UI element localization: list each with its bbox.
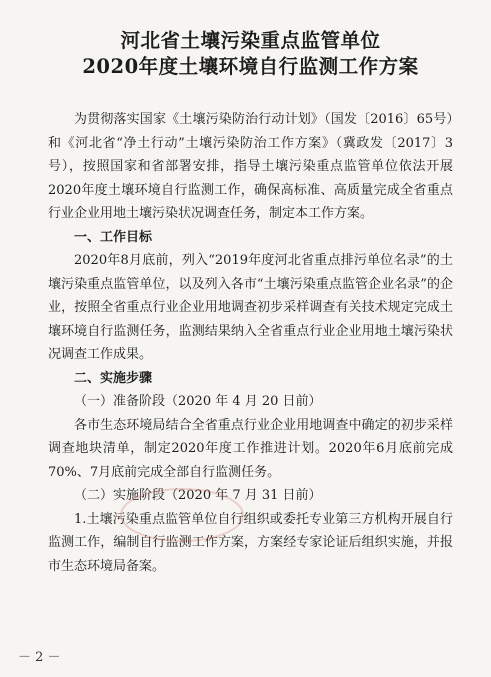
section-2-heading: 二、实施步骤 bbox=[74, 370, 153, 386]
stage-2-heading: （二）实施阶段（2020 年 7 月 31 日前） bbox=[74, 488, 322, 503]
document-title bbox=[48, 28, 453, 80]
stage-1-body: 各市生态环境局结合全省重点行业企业用地调查中确定的初步采样调查地块清单，制定2020年度工作推进计划。2020年6月底前完成70%、7月底前完成全部自行监测任务。 bbox=[48, 417, 453, 480]
section-1-body: 2020年8月底前，列入“2019年度河北省重点排污单位名录”的土壤污染重点监管单位，以及列入各市“土壤污染重点监管企业名录”的企业，按照全省重点行业企业用地调查初步采样调查有关技术规定完成土壤环境自行监测任务，监测结果纳入全省重点行业企业用地土壤污染状况调查工作成果。 bbox=[48, 253, 453, 362]
title-line-2: 2020年度土壤环境自行监测工作方案 bbox=[82, 55, 419, 78]
title-line-1: 河北省土壤污染重点监管单位 bbox=[120, 29, 381, 52]
section-1-heading: 一、工作目标 bbox=[74, 229, 153, 245]
intro-paragraph: 为贯彻落实国家《土壤污染防治行动计划》（国发〔2016〕65号）和《河北省“净土行动”土壤污染防治工作方案》（冀政发〔2017〕3号），按照国家和省部署安排，指导土壤污染重点监管单位依法开展2020年度土壤环境自行监测工作，确保高标准、高质量完成全省重点行业企业用地土壤污染状况调查任务，制定本工作方案。 bbox=[48, 112, 453, 221]
page-number: － 2 － bbox=[18, 650, 61, 665]
stage-1-heading: （一）准备阶段（2020 年 4 月 20 日前） bbox=[74, 394, 322, 409]
stage-2-item-1: 1.土壤污染重点监管单位自行组织或委托专业第三方机构开展自行监测工作，编制自行监测工作方案，方案经专家论证后组织实施，并报市生态环境局备案。 bbox=[48, 511, 453, 574]
